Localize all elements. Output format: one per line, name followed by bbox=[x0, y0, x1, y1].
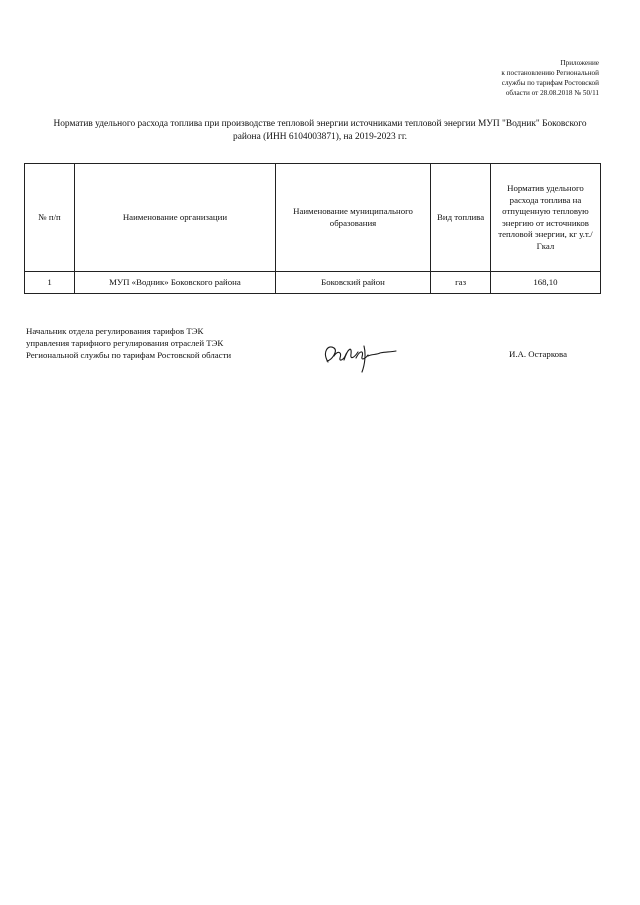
norm-table bbox=[24, 163, 601, 294]
appendix-line: Приложение bbox=[560, 59, 599, 67]
cell-number: 1 bbox=[25, 272, 75, 294]
document-title-line1: Норматив удельного расхода топлива при производстве тепловой энергии источниками тепловой энергии МУП "Водник" Боковского bbox=[53, 119, 587, 129]
document-title-line2: района (ИНН 6104003871), на 2019-2023 гг. bbox=[233, 132, 407, 142]
header-number: № п/п bbox=[25, 164, 75, 272]
appendix-line: области от 28.08.2018 № 50/11 bbox=[505, 89, 599, 97]
cell-fuel-type: газ bbox=[431, 272, 491, 294]
table-header-row bbox=[25, 164, 601, 272]
header-municipality: Наименование муниципального образования bbox=[275, 164, 430, 272]
appendix-line: службы по тарифам Ростовской bbox=[501, 79, 599, 87]
signer-name: И.А. Остаркова bbox=[509, 349, 567, 359]
cell-norm-value: 168,10 bbox=[490, 272, 600, 294]
document-title bbox=[24, 118, 616, 144]
table-row bbox=[25, 272, 601, 294]
signer-line: управления тарифного регулирования отраслей ТЭК bbox=[26, 338, 224, 348]
handwritten-signature bbox=[318, 338, 398, 374]
header-norm: Норматив удельного расхода топлива на отпущенную тепловую энергию от источников тепловой энергии, кг у.т./Гкал bbox=[490, 164, 600, 272]
appendix-block bbox=[419, 58, 599, 98]
header-organization: Наименование организации bbox=[75, 164, 276, 272]
header-fuel-type: Вид топлива bbox=[431, 164, 491, 272]
signer-line: Региональной службы по тарифам Ростовской области bbox=[26, 350, 232, 360]
appendix-line: к постановлению Региональной bbox=[501, 69, 599, 77]
cell-organization: МУП «Водник» Боковского района bbox=[75, 272, 276, 294]
signer-line: Начальник отдела регулирования тарифов ТЭК bbox=[26, 326, 204, 336]
signer-position bbox=[26, 325, 231, 361]
cell-municipality: Боковский район bbox=[275, 272, 430, 294]
